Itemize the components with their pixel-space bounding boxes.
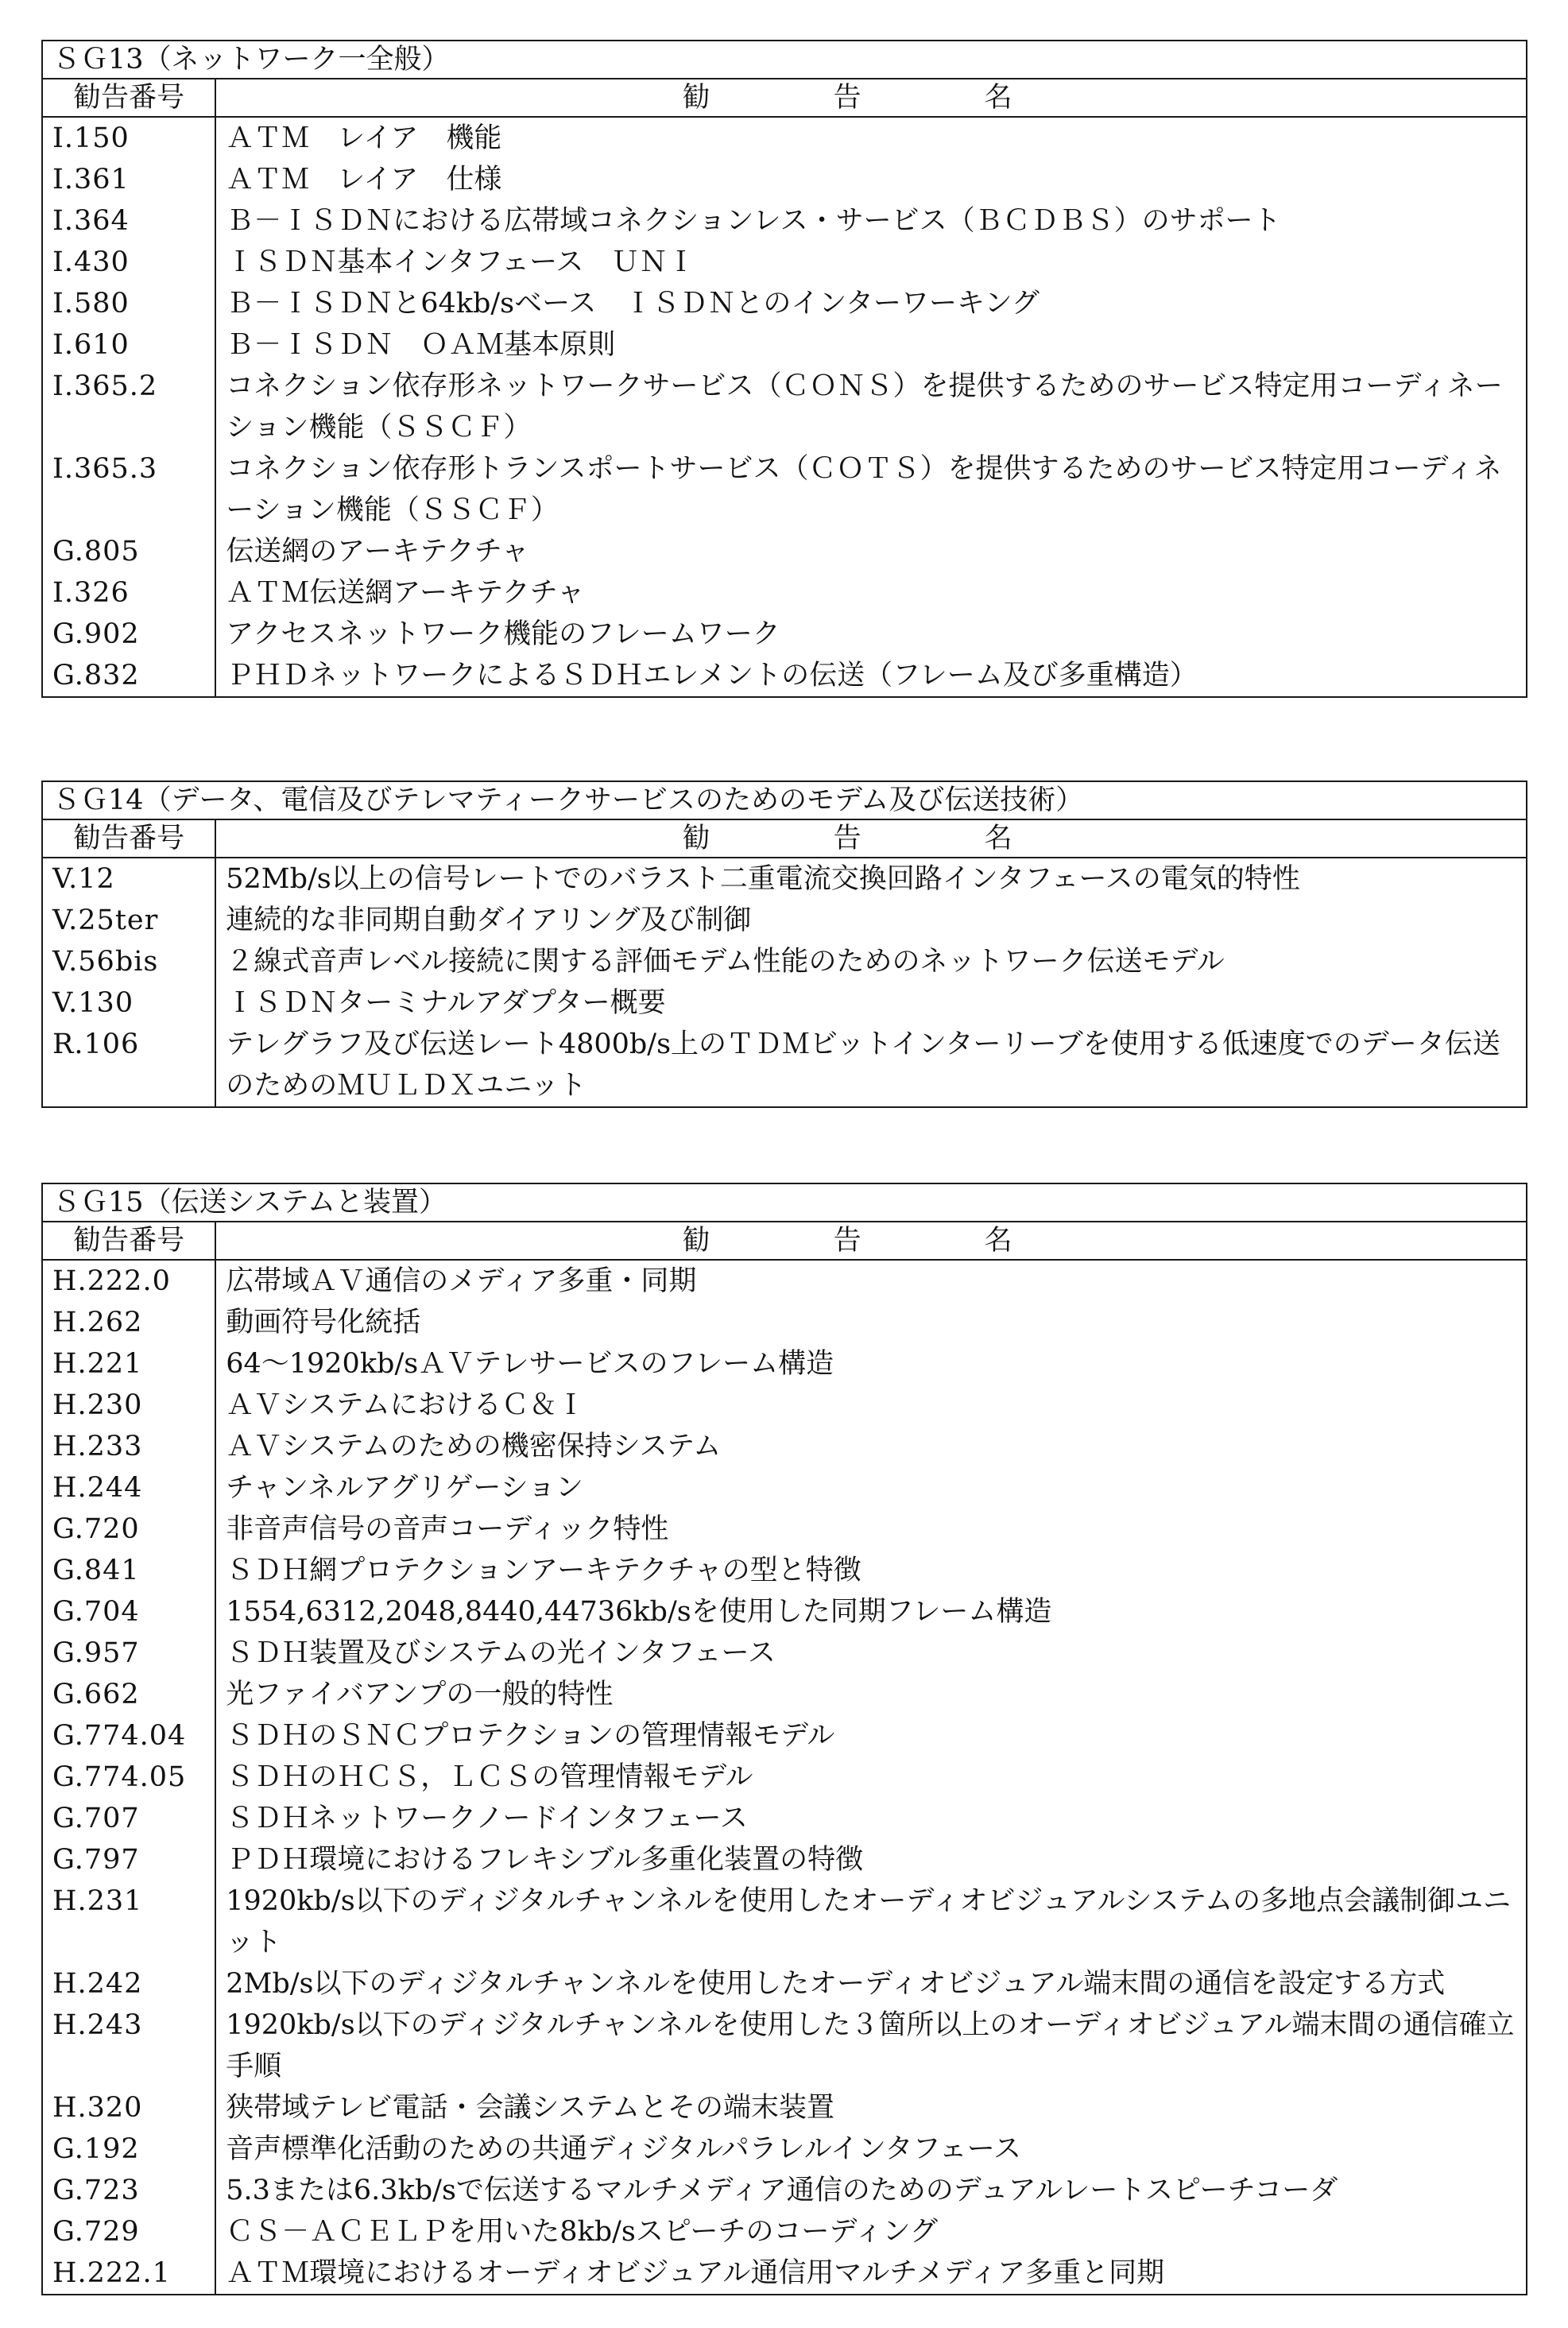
- sg15-table: [41, 1183, 1527, 2295]
- table-row: [42, 2005, 1527, 2087]
- table-row: [42, 1467, 1527, 1509]
- table-row: [42, 159, 1527, 200]
- recommendation-name: ＩＳＤＮ基本インタフェース ＵＮＩ: [215, 242, 1527, 283]
- table-row: [42, 200, 1527, 242]
- name-column-header: 勧 告 名: [215, 79, 1527, 117]
- table-row: [42, 1343, 1527, 1385]
- table-row: [42, 614, 1527, 655]
- recommendation-number: H.244: [42, 1467, 215, 1509]
- recommendation-number: G.704: [42, 1591, 215, 1633]
- recommendation-name: 音声標準化活動のための共通ディジタルパラレルインタフェース: [215, 2129, 1527, 2170]
- table-row: [42, 2252, 1527, 2295]
- recommendation-name: 狭帯域テレビ電話・会議システムとその端末装置: [215, 2087, 1527, 2129]
- recommendation-number: H.222.1: [42, 2252, 215, 2295]
- recommendation-name: 伝送網のアーキテクチャ: [215, 531, 1527, 572]
- table-row: [42, 324, 1527, 366]
- table-row: [42, 2170, 1527, 2211]
- table-row: [42, 1426, 1527, 1467]
- table-row: [42, 1839, 1527, 1881]
- recommendation-number: H.243: [42, 2005, 215, 2087]
- recommendation-name: ＡＶシステムのための機密保持システム: [215, 1426, 1527, 1467]
- table-row: [42, 1024, 1527, 1107]
- recommendation-name: テレグラフ及び伝送レート4800b/s上のＴＤＭビットインターリーブを使用する低速度でのデータ伝送のためのＭＵＬＤＸユニット: [215, 1024, 1527, 1107]
- recommendation-name: Ｂ－ＩＳＤＮと64kb/sベース ＩＳＤＮとのインターワーキング: [215, 283, 1527, 324]
- table-row: [42, 117, 1527, 159]
- recommendation-number: I.430: [42, 242, 215, 283]
- recommendation-number: H.221: [42, 1343, 215, 1385]
- recommendation-name: 光ファイバアンプの一般的特性: [215, 1674, 1527, 1715]
- recommendation-number: V.12: [42, 858, 215, 900]
- recommendation-name: コネクション依存形ネットワークサービス（ＣＯＮＳ）を提供するためのサービス特定用コーディネーション機能（ＳＳＣＦ）: [215, 366, 1527, 448]
- table-row: [42, 242, 1527, 283]
- recommendation-number: G.723: [42, 2170, 215, 2211]
- sg15-title-row: [42, 1183, 1527, 1222]
- table-row: [42, 2129, 1527, 2170]
- recommendation-number: G.707: [42, 1798, 215, 1839]
- recommendation-name: ＡＴＭ伝送網アーキテクチャ: [215, 572, 1527, 614]
- recommendation-number: G.957: [42, 1633, 215, 1674]
- recommendation-number: V.130: [42, 982, 215, 1024]
- recommendation-number: I.361: [42, 159, 215, 200]
- recommendation-name: ＡＴＭ レイア 仕様: [215, 159, 1527, 200]
- recommendation-number: V.25ter: [42, 900, 215, 941]
- sg14-header-row: [42, 819, 1527, 858]
- table-row: [42, 858, 1527, 900]
- recommendation-number: G.774.05: [42, 1757, 215, 1798]
- recommendation-number: I.364: [42, 200, 215, 242]
- recommendation-name: ＳＤＨ装置及びシステムの光インタフェース: [215, 1633, 1527, 1674]
- table-row: [42, 1260, 1527, 1302]
- recommendation-name: Ｂ－ＩＳＤＮにおける広帯域コネクションレス・サービス（ＢＣＤＢＳ）のサポート: [215, 200, 1527, 242]
- recommendation-name: ＰＨＤネットワークによるＳＤＨエレメントの伝送（フレーム及び多重構造）: [215, 655, 1527, 697]
- recommendation-name: ＳＤＨのＨＣＳ，ＬＣＳの管理情報モデル: [215, 1757, 1527, 1798]
- table-row: [42, 2087, 1527, 2129]
- recommendation-name: ＳＤＨのＳＮＣプロテクションの管理情報モデル: [215, 1715, 1527, 1757]
- recommendation-number: G.192: [42, 2129, 215, 2170]
- recommendation-name: 動画符号化統括: [215, 1302, 1527, 1343]
- recommendation-name: 52Mb/s以上の信号レートでのバラスト二重電流交換回路インタフェースの電気的特性: [215, 858, 1527, 900]
- table-row: [42, 366, 1527, 448]
- table-row: [42, 448, 1527, 531]
- table-row: [42, 1550, 1527, 1591]
- recommendation-number: I.365.2: [42, 366, 215, 448]
- recommendation-name: ＣＳ－ＡＣＥＬＰを用いた8kb/sスピーチのコーディング: [215, 2211, 1527, 2252]
- recommendation-name: ＡＴＭ レイア 機能: [215, 117, 1527, 159]
- table-row: [42, 941, 1527, 982]
- table-row: [42, 1591, 1527, 1633]
- sg14-title: ＳＧ14（データ、電信及びテレマティークサービスのためのモデム及び伝送技術）: [42, 781, 1527, 819]
- number-column-header: 勧告番号: [42, 79, 215, 117]
- recommendation-name: 広帯域ＡＶ通信のメディア多重・同期: [215, 1260, 1527, 1302]
- recommendation-name: Ｂ－ＩＳＤＮ ＯＡＭ基本原則: [215, 324, 1527, 366]
- recommendation-number: I.580: [42, 283, 215, 324]
- recommendation-name: コネクション依存形トランスポートサービス（ＣＯＴＳ）を提供するためのサービス特定用コーディネーション機能（ＳＳＣＦ）: [215, 448, 1527, 531]
- sg13-title-row: [42, 41, 1527, 79]
- table-row: [42, 1715, 1527, 1757]
- recommendation-name: 1920kb/s以下のディジタルチャンネルを使用した３箇所以上のオーディオビジュアル端末間の通信確立手順: [215, 2005, 1527, 2087]
- recommendation-number: H.320: [42, 2087, 215, 2129]
- table-row: [42, 2211, 1527, 2252]
- sg13-title: ＳＧ13（ネットワーク一全般）: [42, 41, 1527, 79]
- sg15-header-row: [42, 1222, 1527, 1260]
- recommendation-number: H.262: [42, 1302, 215, 1343]
- recommendation-name: 非音声信号の音声コーディック特性: [215, 1509, 1527, 1550]
- name-column-header: 勧 告 名: [215, 819, 1527, 858]
- recommendation-number: G.720: [42, 1509, 215, 1550]
- table-row: [42, 655, 1527, 697]
- table-row: [42, 1509, 1527, 1550]
- recommendation-number: G.662: [42, 1674, 215, 1715]
- table-row: [42, 1302, 1527, 1343]
- table-row: [42, 283, 1527, 324]
- recommendation-name: 連続的な非同期自動ダイアリング及び制御: [215, 900, 1527, 941]
- recommendation-name: 2Mb/s以下のディジタルチャンネルを使用したオーディオビジュアル端末間の通信を設定する方式: [215, 1963, 1527, 2005]
- table-row: [42, 572, 1527, 614]
- recommendation-name: 1554,6312,2048,8440,44736kb/sを使用した同期フレーム構造: [215, 1591, 1527, 1633]
- recommendation-number: H.242: [42, 1963, 215, 2005]
- table-row: [42, 1633, 1527, 1674]
- recommendation-number: G.797: [42, 1839, 215, 1881]
- recommendation-number: H.233: [42, 1426, 215, 1467]
- recommendation-number: I.610: [42, 324, 215, 366]
- recommendation-number: I.326: [42, 572, 215, 614]
- sg14-table: [41, 781, 1527, 1108]
- sg13-table: [41, 40, 1527, 698]
- table-row: [42, 900, 1527, 941]
- recommendation-number: R.106: [42, 1024, 215, 1107]
- recommendation-name: チャンネルアグリゲーション: [215, 1467, 1527, 1509]
- number-column-header: 勧告番号: [42, 1222, 215, 1260]
- recommendation-number: V.56bis: [42, 941, 215, 982]
- recommendation-number: I.150: [42, 117, 215, 159]
- recommendation-number: G.832: [42, 655, 215, 697]
- recommendation-name: 1920kb/s以下のディジタルチャンネルを使用したオーディオビジュアルシステムの多地点会議制御ユニット: [215, 1881, 1527, 1963]
- table-row: [42, 1757, 1527, 1798]
- table-row: [42, 531, 1527, 572]
- recommendation-name: 64～1920kb/sＡＶテレサービスのフレーム構造: [215, 1343, 1527, 1385]
- recommendation-name: ＳＤＨ網プロテクションアーキテクチャの型と特徴: [215, 1550, 1527, 1591]
- recommendation-number: G.774.04: [42, 1715, 215, 1757]
- recommendation-name: ＳＤＨネットワークノードインタフェース: [215, 1798, 1527, 1839]
- table-row: [42, 1963, 1527, 2005]
- recommendation-number: G.841: [42, 1550, 215, 1591]
- recommendation-name: ＩＳＤＮターミナルアダプター概要: [215, 982, 1527, 1024]
- recommendation-number: H.222.0: [42, 1260, 215, 1302]
- recommendation-number: G.729: [42, 2211, 215, 2252]
- recommendation-name: ２線式音声レベル接続に関する評価モデム性能のためのネットワーク伝送モデル: [215, 941, 1527, 982]
- recommendation-name: ＡＶシステムにおけるＣ＆Ｉ: [215, 1385, 1527, 1426]
- recommendation-name: 5.3または6.3kb/sで伝送するマルチメディア通信のためのデュアルレートスピーチコーダ: [215, 2170, 1527, 2211]
- recommendation-name: ＡＴＭ環境におけるオーディオビジュアル通信用マルチメディア多重と同期: [215, 2252, 1527, 2295]
- table-row: [42, 1385, 1527, 1426]
- table-row: [42, 1674, 1527, 1715]
- recommendation-name: ＰＤＨ環境におけるフレキシブル多重化装置の特徴: [215, 1839, 1527, 1881]
- recommendation-number: H.231: [42, 1881, 215, 1963]
- recommendation-name: アクセスネットワーク機能のフレームワーク: [215, 614, 1527, 655]
- table-row: [42, 1881, 1527, 1963]
- name-column-header: 勧 告 名: [215, 1222, 1527, 1260]
- recommendation-number: G.805: [42, 531, 215, 572]
- table-row: [42, 1798, 1527, 1839]
- sg13-header-row: [42, 79, 1527, 117]
- recommendation-number: H.230: [42, 1385, 215, 1426]
- recommendation-number: I.365.3: [42, 448, 215, 531]
- sg14-title-row: [42, 781, 1527, 819]
- table-row: [42, 982, 1527, 1024]
- number-column-header: 勧告番号: [42, 819, 215, 858]
- recommendation-number: G.902: [42, 614, 215, 655]
- sg15-title: ＳＧ15（伝送システムと装置）: [42, 1183, 1527, 1222]
